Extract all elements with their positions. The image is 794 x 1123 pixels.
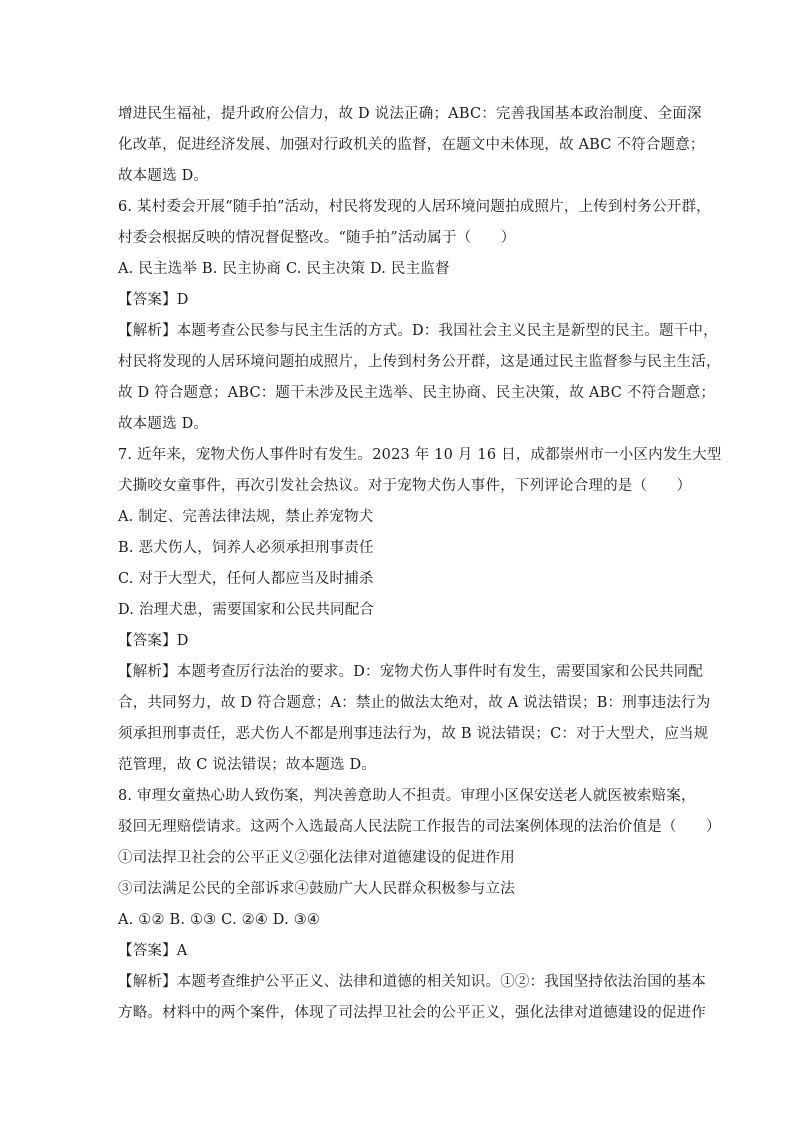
question-8-analysis: 【解析】本题考查维护公平正义、法律和道德的相关知识。①②：我国坚持依法治国的基本	[118, 974, 706, 990]
question-7-stem: 7. 近年来，宠物犬伤人事件时有发生。2023 年 10 月 16 日，成都崇州市一小区内发生大型	[118, 447, 722, 463]
question-8-options: A. ①② B. ①③ C. ②④ D. ③④	[118, 912, 321, 928]
question-6-analysis: 故 D 符合题意；ABC：题干未涉及民主选举、民主协商、民主决策，故 ABC 不符合题意；	[118, 385, 716, 401]
question-8-stem: 8. 审理女童热心助人致伤案，判决善意助人不担责。审理小区保安送老人就医被索赔案，	[118, 788, 696, 804]
question-8-answer: 【答案】A	[118, 943, 188, 959]
text-line: 化改革，促进经济发展、加强对行政机关的监督，在题文中未体现，故 ABC 不符合题意；	[118, 137, 705, 153]
question-8-statements: ①司法捍卫社会的公平正义②强化法律对道德建设的促进作用	[118, 850, 515, 866]
question-6-stem: 6. 某村委会开展“随手拍”活动，村民将发现的人居环境问题拍成照片，上传到村务公开群，	[118, 199, 711, 215]
question-8-stem: 驳回无理赔偿请求。这两个入选最高人民法院工作报告的司法案例体现的法治价值是（ ）	[118, 819, 721, 835]
question-8-analysis: 方略。材料中的两个案件，体现了司法捍卫社会的公平正义，强化法律对道德建设的促进作	[118, 1005, 706, 1021]
question-6-analysis: 【解析】本题考查公民参与民主生活的方式。D：我国社会主义民主是新型的民主。题干中，	[118, 323, 718, 339]
question-7-analysis: 合，共同努力，故 D 符合题意；A：禁止的做法太绝对，故 A 说法错误；B：刑事违法行为	[118, 695, 711, 711]
question-6-options: A. 民主选举 B. 民主协商 C. 民主决策 D. 民主监督	[118, 261, 450, 277]
text-line: 故本题选 D。	[118, 168, 209, 184]
question-7-analysis: 【解析】本题考查厉行法治的要求。D：宠物犬伤人事件时有发生，需要国家和公民共同配	[118, 664, 704, 680]
text-line: 增进民生福祉，提升政府公信力，故 D 说法正确；ABC：完善我国基本政治制度、全面深	[118, 106, 702, 122]
question-7-option-d: D. 治理犬患，需要国家和公民共同配合	[118, 602, 375, 618]
question-7-analysis: 须承担刑事责任，恶犬伤人不都是刑事违法行为，故 B 说法错误；C：对于大型犬，应当规	[118, 726, 709, 742]
question-7-option-b: B. 恶犬伤人，饲养人必须承担刑事责任	[118, 540, 374, 556]
question-6-stem: 村委会根据反映的情况督促整改。“随手拍”活动属于（ ）	[118, 230, 516, 246]
question-6-analysis: 故本题选 D。	[118, 416, 209, 432]
question-6-analysis: 村民将发现的人居环境问题拍成照片，上传到村务公开群，这是通过民主监督参与民主生活，	[118, 354, 721, 370]
question-6-answer: 【答案】D	[118, 292, 189, 308]
question-7-analysis: 范管理，故 C 说法错误；故本题选 D。	[118, 757, 377, 773]
question-7-answer: 【答案】D	[118, 633, 189, 649]
question-7-option-c: C. 对于大型犬，任何人都应当及时捕杀	[118, 571, 374, 587]
question-8-statements: ③司法满足公民的全部诉求④鼓励广大人民群众积极参与立法	[118, 881, 515, 897]
question-7-option-a: A. 制定、完善法律法规，禁止养宠物犬	[118, 509, 374, 525]
question-7-stem: 犬撕咬女童事件，再次引发社会热议。对于宠物犬伤人事件，下列评论合理的是（ ）	[118, 478, 692, 494]
